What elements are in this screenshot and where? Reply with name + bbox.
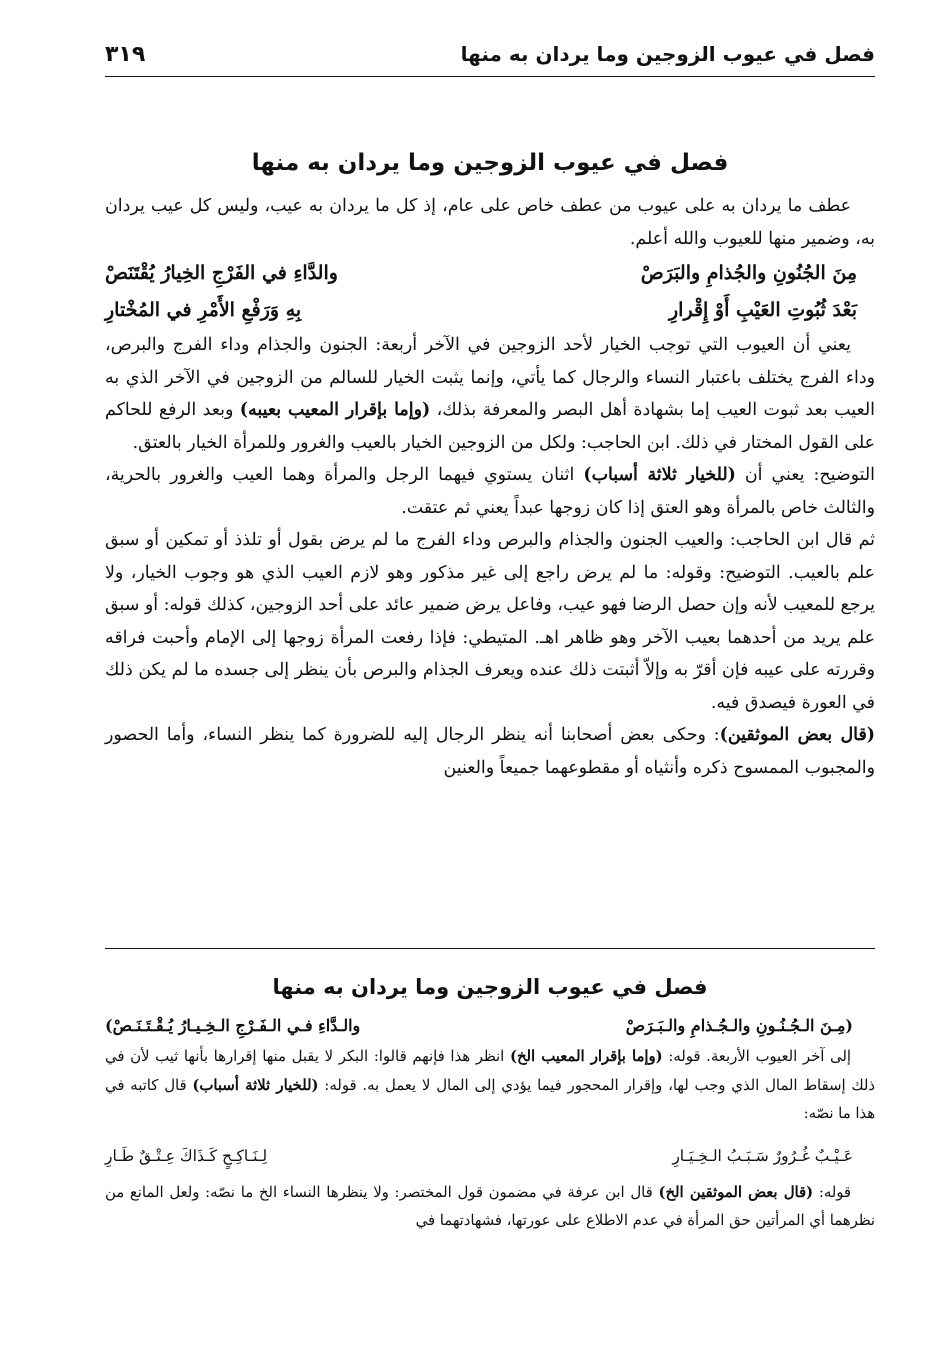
commentary-2-text-start: قوله: — [818, 1183, 851, 1201]
paragraph-2-bold-quote: (للخيار ثلاثة أسباب) — [583, 465, 736, 485]
commentary-1-bold-quote-1: (وإما بإقرار المعيب الخ) — [509, 1048, 663, 1065]
paragraph-3: ثم قال ابن الحاجب: والعيب الجنون والجذام والبرص وداء الفرج ما لم يرض بقول أو تلذذ أو تمكين أو سبق علم بالعيب. التوضيح: وقوله: ما لم يرض راجع إلى غير مذكور وهو لازم العيب الذي هو وجوب الخيار، ولا يرجع للمعيب لأنه وإن حصل الرضا فهو عيب، وفاعل يرض ضمير عائد على أحد الزوجين، كذلك قوله: أو سبق علم يريد من أحدهما بعيب الآخر وهو ظاهر اهـ. المتيطي: فإذا رفعت المرأة زوجها إلى الإمام وأحبت فراقه وقررته على عيبه فإن أقرّ به وإلاّ أثبتت ذلك عنده ويعرف الجذام والبرص بأن ينظر إلى جسده ما لم يكن ذلك في العورة فيصدق فيه. — [105, 530, 875, 713]
commentary-paragraph-1 — [105, 1043, 875, 1129]
paragraph-2 — [105, 459, 875, 524]
commentary-poem-first-hemistich: عَـيْـبٌ غُـرُورٌ سَـبَـبُ الـخِـيَـارِ — [672, 1146, 853, 1165]
commentary-verse-first-hemistich: (مِـنَ الـجُـنُـونِ والـجُـذامِ والـبَـرَصْ — [625, 1016, 853, 1035]
commentary-poem-line — [105, 1139, 875, 1173]
commentary-divider — [105, 948, 875, 949]
verse-line-1 — [105, 255, 875, 292]
commentary-verse — [105, 1009, 875, 1043]
verse-1-second-hemistich: والدَّاءِ في الفَرْجِ الخِيارُ يُقْتَنَصْ — [105, 262, 338, 284]
commentary-1-text-start: إلى آخر العيوب الأربعة. قوله: — [668, 1048, 851, 1065]
commentary-section — [105, 975, 875, 1236]
paragraph-1-bold-quote: (وإما بإقرار المعيب بعيبه) — [239, 400, 431, 420]
paragraph-4-text: : وحكى بعض أصحابنا أنه ينظر الرجال إليه للضرورة كما ينظر النساء، وأما الحصور والمجبوب الممسوح ذكره وأنثياه أو مقطوعهما جميعاً والعنين — [105, 725, 875, 778]
commentary-poem-second-hemistich: لِـنَـاكِـحٍ كَـذَاكَ عِـتْـقٌ طَـارِ — [105, 1146, 268, 1165]
running-title: فصل في عيوب الزوجين وما يردان به منها — [460, 42, 875, 66]
commentary-paragraph-2 — [105, 1179, 875, 1236]
commentary-1-text-middle: انظر هذا فإنهم قالوا: البكر لا يقبل منها إقرارها بأنها ثيب لأن في ذلك إسقاط المال الذي وجب لها، وإقرار المحجور فيما يؤدي إلى المال لا يعمل به. قوله: — [105, 1048, 875, 1094]
paragraph-1-text-start: يعني أن العيوب التي توجب الخيار لأحد الزوجين في الآخر أربعة: الجنون والجذام وداء الفرج والبرص، وداء الفرج يختلف باعتبار النساء والرجال كما يأتي، وإنما يثبت الخيار للسالم من الزوجين في الآخر الذي به العيب بعد ثبوت العيب إما بشهادة أهل البصر والمعرفة بذلك، — [105, 335, 875, 420]
running-header — [105, 40, 875, 77]
commentary-1-bold-quote-2: (للخيار ثلاثة أسباب) — [192, 1076, 319, 1094]
verse-1-first-hemistich: مِنَ الجُنُونِ والجُذامِ والبَرَصْ — [640, 262, 857, 284]
commentary-2-text-end: قال ابن عرفة في مضمون قول المختصر: ولا ينظرها النساء الخ ما نصّه: ولعل المانع من نظرهما أي المرأتين حق المرأة في عدم الاطلاع على عورتها، فشهادتهما في — [105, 1183, 875, 1229]
section-title: فصل في عيوب الزوجين وما يردان به منها — [251, 150, 729, 176]
paragraph-2-text-start: التوضيح: يعني أن — [744, 465, 876, 485]
paragraph-4 — [105, 719, 875, 784]
commentary-title: فصل في عيوب الزوجين وما يردان به منها — [272, 975, 708, 999]
commentary-1-text-end: قال كاتبه في هذا ما نصّه: — [105, 1076, 875, 1122]
verse-2-first-hemistich: بَعْدَ ثُبُوتِ العَيْبِ أَوْ إِقْرارِ — [669, 299, 857, 321]
paragraph-2-text-end: اثنان يستوي فيهما الرجل والمرأة وهما العيب والغرور بالحرية، والثالث خاص بالمرأة وهو العتق إذا كان زوجها عبداً يعني ثم عتقت. — [105, 465, 875, 518]
paragraph-4-bold-quote: (قال بعض الموثقين) — [719, 725, 876, 745]
commentary-2-bold-quote: (قال بعض الموثقين الخ) — [658, 1183, 814, 1201]
paragraph-1-text-end: وبعد الرفع للحاكم على القول المختار في ذلك. ابن الحاجب: ولكل من الزوجين الخيار بالعيب والغرور وللمرأة الخيار بالعتق. — [105, 400, 875, 453]
intro-paragraph: عطف ما يردان به على عيوب من عطف خاص على عام، إذ كل ما يردان به عيب، وليس كل عيب يردان به، وضمير منها للعيوب والله أعلم. — [105, 196, 875, 249]
commentary-verse-second-hemistich: والـدَّاءِ فـي الـفَـرْجِ الـخِـيـارُ يُـقْـتَـنَـصْ) — [105, 1016, 361, 1035]
verse-line-2 — [105, 292, 875, 329]
paragraph-1 — [105, 329, 875, 459]
verse-2-second-hemistich: بِهِ وَرَفْعِ الأَمْرِ في المُخْتارِ — [105, 299, 302, 321]
page-number: ٣١٩ — [105, 42, 146, 67]
main-text — [105, 150, 875, 784]
